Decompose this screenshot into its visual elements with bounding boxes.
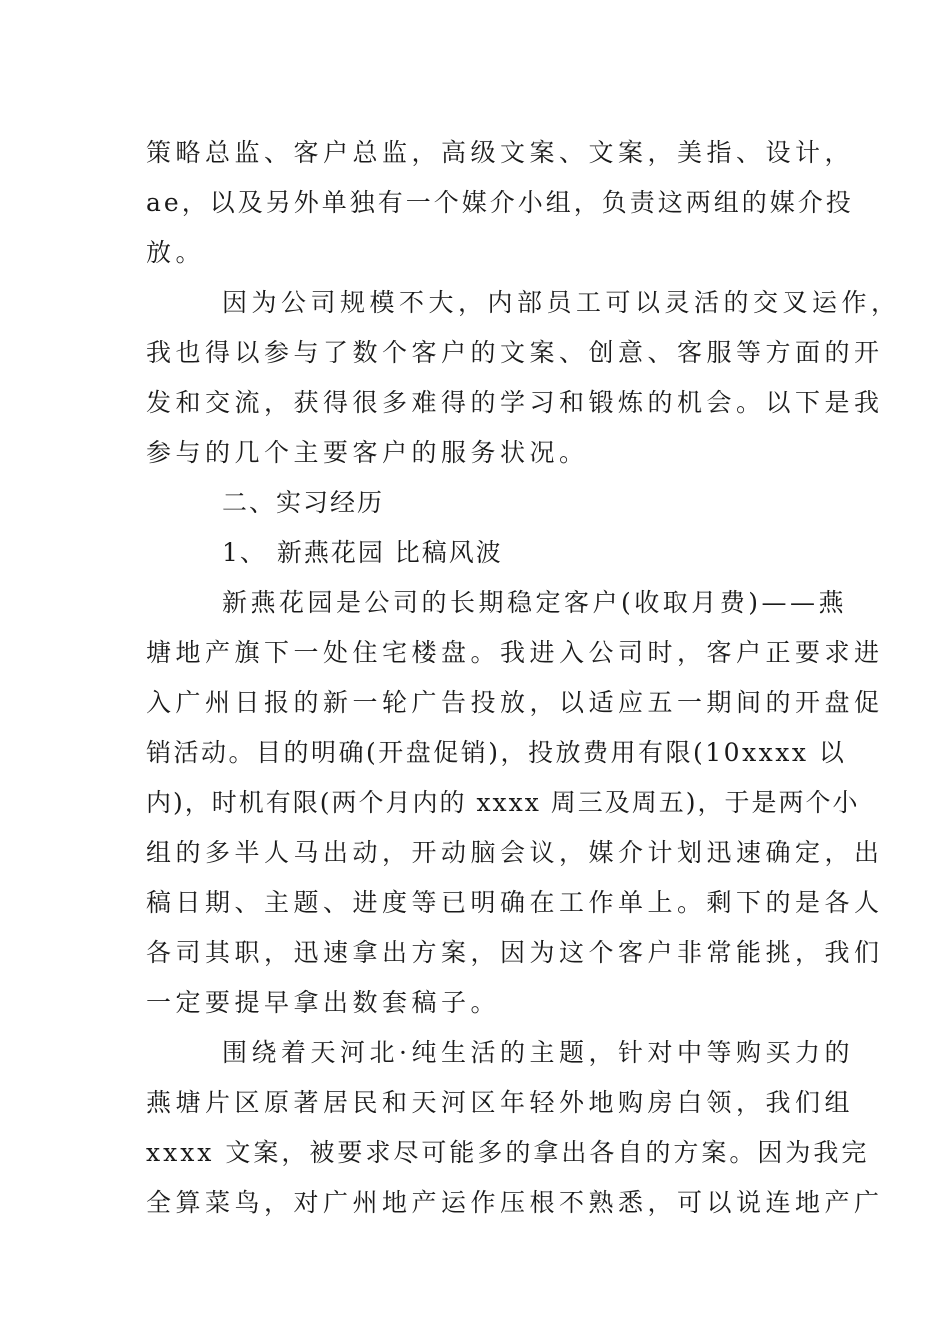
body-text-line: 新燕花园是公司的长期稳定客户(收取月费)——燕 xyxy=(222,588,848,617)
body-text-line: xxxx 文案，被要求尽可能多的拿出各自的方案。因为我完 xyxy=(146,1138,870,1167)
section-heading: 二、实习经历 xyxy=(222,488,385,517)
body-text-line: 我也得以参与了数个客户的文案、创意、客服等方面的开 xyxy=(146,338,884,367)
body-text-line: 因为公司规模不大，内部员工可以灵活的交叉运作， xyxy=(222,288,901,317)
body-text-line: 内)，时机有限(两个月内的 xxxx 周三及周五)，于是两个小 xyxy=(146,788,860,817)
subsection-heading: 1、 新燕花园 比稿风波 xyxy=(222,538,503,567)
body-text-line: 一定要提早拿出数套稿子。 xyxy=(146,988,501,1017)
body-text-line: 组的多半人马出动，开动脑会议，媒介计划迅速确定，出 xyxy=(146,838,884,867)
body-text-line: ae，以及另外单独有一个媒介小组，负责这两组的媒介投 xyxy=(146,188,854,217)
body-text-line: 销活动。目的明确(开盘促销)，投放费用有限(10xxxx 以 xyxy=(146,738,847,767)
body-text-line: 燕塘片区原著居民和天河区年轻外地购房白领，我们组 xyxy=(146,1088,855,1117)
body-text-line: 稿日期、主题、进度等已明确在工作单上。剩下的是各人 xyxy=(146,888,884,917)
body-text-line: 全算菜鸟，对广州地产运作压根不熟悉，可以说连地产广 xyxy=(146,1188,884,1217)
body-text-line: 入广州日报的新一轮广告投放，以适应五一期间的开盘促 xyxy=(146,688,884,717)
body-text-line: 塘地产旗下一处住宅楼盘。我进入公司时，客户正要求进 xyxy=(146,638,884,667)
body-text-line: 发和交流，获得很多难得的学习和锻炼的机会。以下是我 xyxy=(146,388,884,417)
body-text-line: 策略总监、客户总监，高级文案、文案，美指、设计， xyxy=(146,138,855,167)
body-text-line: 参与的几个主要客户的服务状况。 xyxy=(146,438,589,467)
body-text-line: 围绕着天河北·纯生活的主题，针对中等购买力的 xyxy=(222,1038,854,1067)
body-text-line: 各司其职，迅速拿出方案，因为这个客户非常能挑，我们 xyxy=(146,938,884,967)
body-text-line: 放。 xyxy=(146,238,206,267)
